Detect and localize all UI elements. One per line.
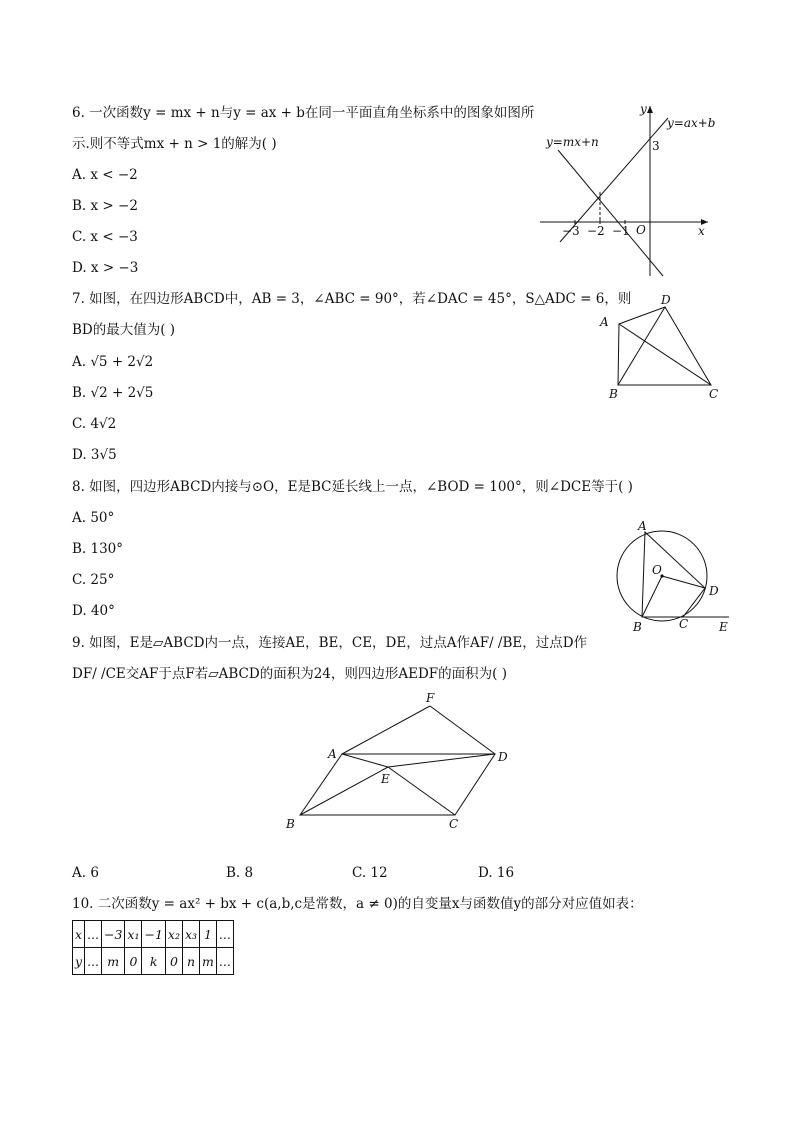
q8-stem-line1: 8. 如图，四边形ABCD内接与⊙O，E是BC延长线上一点，∠BOD = 100°，则∠DCE等于( ) (72, 479, 633, 495)
q6-x-tick-neg3: −3 (562, 224, 580, 238)
q7-label-c: C (709, 387, 719, 401)
q6-option-c[interactable]: C. x < −3 (72, 229, 138, 245)
q9-option-c[interactable]: C. 12 (352, 865, 388, 881)
table-cell: 0 (125, 948, 142, 975)
q10-stem-line1: 10. 二次函数y = ax² + bx + c(a,b,c是常数，a ≠ 0)的自变量x与函数值y的部分对应值如表： (72, 896, 643, 912)
q9-label-a: A (328, 747, 337, 761)
q7-stem-line1: 7. 如图，在四边形ABCD中，AB = 3，∠ABC = 90°，若∠DAC = 45°，S△ADC = 6，则 (72, 291, 632, 307)
table-cell: x₁ (125, 921, 142, 948)
q6-option-a[interactable]: A. x < −2 (72, 167, 138, 183)
table-cell: ... (216, 921, 233, 948)
table-cell: n (182, 948, 199, 975)
q9-option-a[interactable]: A. 6 (72, 865, 99, 881)
q7-option-b[interactable]: B. √2 + 2√5 (72, 385, 154, 401)
q10-value-table (72, 920, 234, 975)
q6-x-tick-neg2: −2 (587, 224, 605, 238)
q9-label-c: C (449, 817, 459, 831)
q7-option-c[interactable]: C. 4√2 (72, 416, 117, 432)
q8-option-a[interactable]: A. 50° (72, 510, 115, 526)
q7-option-d[interactable]: D. 3√5 (72, 447, 117, 463)
q9-label-f: F (426, 691, 435, 705)
q9-option-d[interactable]: D. 16 (478, 865, 515, 881)
table-row-x (73, 921, 234, 948)
q8-option-b[interactable]: B. 130° (72, 541, 124, 557)
q6-figure (530, 100, 730, 280)
q8-option-c[interactable]: C. 25° (72, 572, 115, 588)
q8-label-c: C (679, 617, 689, 631)
q9-figure (280, 688, 520, 833)
q8-label-d: D (709, 584, 719, 598)
table-cell: ... (85, 921, 102, 948)
table-cell: y (73, 948, 85, 975)
q9-label-d: D (498, 750, 508, 764)
q6-x-axis-label: x (698, 224, 705, 238)
q9-option-b[interactable]: B. 8 (226, 865, 254, 881)
table-cell: x₃ (182, 921, 199, 948)
q8-figure (605, 515, 735, 635)
table-cell: k (142, 948, 165, 975)
q6-option-d[interactable]: D. x > −3 (72, 260, 139, 276)
table-cell: 1 (200, 921, 217, 948)
q6-y-axis-label: y (640, 102, 647, 116)
q7-label-b: B (609, 387, 618, 401)
q8-label-a: A (638, 519, 647, 533)
table-cell: x (73, 921, 85, 948)
q7-option-a[interactable]: A. √5 + 2√2 (72, 354, 154, 370)
table-row-y (73, 948, 234, 975)
q6-origin-label: O (636, 223, 646, 237)
q6-line-mn-label: y=mx+n (546, 135, 599, 149)
q7-label-d: D (661, 293, 671, 307)
q6-line-ab-label: y=ax+b (667, 116, 716, 130)
q8-option-d[interactable]: D. 40° (72, 603, 115, 619)
table-cell: ... (85, 948, 102, 975)
q6-stem-line1: 6. 一次函数y = mx + n与y = ax + b在同一平面直角坐标系中的图象如图所 (72, 105, 535, 121)
q8-label-b: B (633, 620, 642, 634)
q7-label-a: A (600, 315, 609, 329)
table-cell: ... (216, 948, 233, 975)
q9-label-e: E (381, 772, 390, 786)
q6-x-tick-neg1: −1 (612, 224, 630, 238)
q7-figure (595, 290, 725, 405)
q8-label-o: O (652, 563, 662, 577)
table-cell: x₂ (165, 921, 182, 948)
q7-stem-line2: BD的最大值为( ) (72, 322, 176, 338)
table-cell: m (200, 948, 217, 975)
table-cell: −3 (101, 921, 124, 948)
q6-option-b[interactable]: B. x > −2 (72, 198, 138, 214)
table-cell: m (101, 948, 124, 975)
table-cell: 0 (165, 948, 182, 975)
q6-stem-line2: 示.则不等式mx + n > 1的解为( ) (72, 136, 277, 152)
q6-y-tick-3: 3 (652, 139, 660, 153)
table-cell: −1 (142, 921, 165, 948)
q9-stem-line1: 9. 如图，E是▱ABCD内一点，连接AE，BE，CE，DE，过点A作AF/ /BE，过点D作 (72, 635, 588, 651)
q9-label-b: B (286, 817, 295, 831)
q9-stem-line2: DF/ /CE交AF于点F若▱ABCD的面积为24，则四边形AEDF的面积为( ) (72, 666, 507, 682)
q8-label-e: E (719, 620, 728, 634)
